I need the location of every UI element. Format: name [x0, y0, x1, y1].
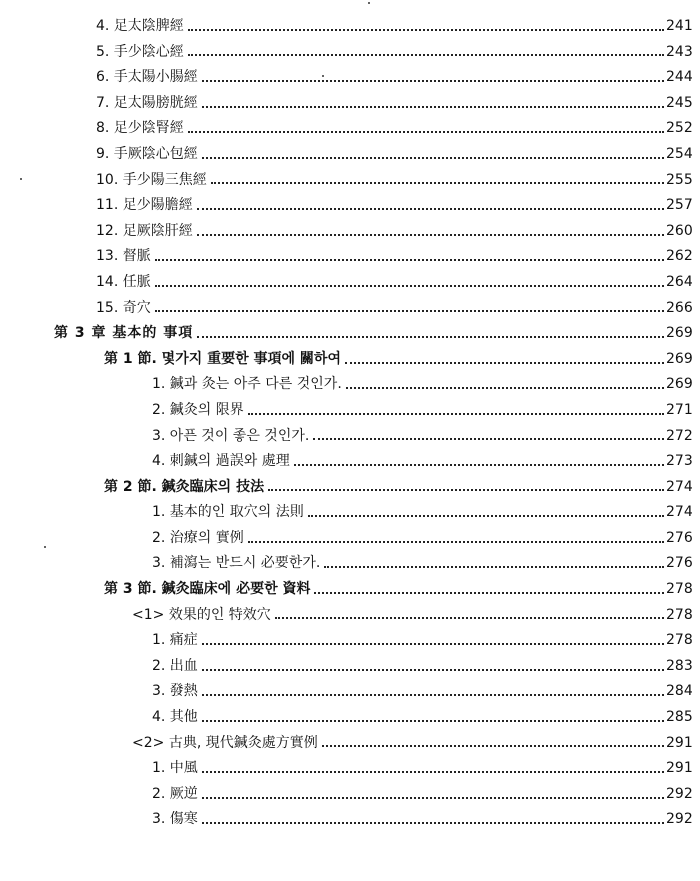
toc-page-number: 273	[666, 453, 693, 470]
toc-entry-title: 13. 督脈	[96, 248, 151, 265]
toc-entry	[0, 219, 700, 245]
toc-entry	[0, 168, 700, 194]
toc-entry-title: 2. 治療의 實例	[152, 529, 244, 546]
toc-entry-title: 1. 中風	[152, 760, 198, 777]
toc-entry-title: 2. 鍼灸의 限界	[152, 401, 244, 418]
dot-leader	[155, 285, 664, 287]
toc-section-entry	[0, 475, 700, 501]
toc-page-number: 274	[666, 504, 693, 521]
toc-page-number: 283	[666, 657, 693, 674]
toc-entry-title: 14. 任脈	[96, 273, 151, 290]
toc-page-number: 269	[666, 325, 693, 342]
toc-page-number: 274	[666, 478, 693, 495]
toc-entry	[0, 193, 700, 219]
toc-entry-title: 2. 出血	[152, 657, 198, 674]
toc-entry-title: 2. 厥逆	[152, 785, 198, 802]
toc-entry	[0, 782, 700, 808]
toc-page-number: 254	[666, 145, 693, 162]
toc-entry-title: 3. 傷寒	[152, 811, 198, 828]
table-of-contents	[0, 14, 700, 833]
dot-leader	[345, 362, 664, 364]
toc-entry	[0, 398, 700, 424]
toc-page-number: 260	[666, 222, 693, 239]
toc-page-number: 245	[666, 94, 693, 111]
toc-entry-title: 8. 足少陰腎經	[96, 120, 184, 137]
toc-entry	[0, 372, 700, 398]
toc-chapter-entry	[0, 321, 700, 347]
dot-leader	[275, 617, 664, 619]
dot-leader	[202, 157, 664, 159]
toc-entry	[0, 116, 700, 142]
toc-page-number: 276	[666, 529, 693, 546]
toc-entry	[0, 731, 700, 757]
toc-page-number: 284	[666, 683, 693, 700]
toc-entry	[0, 628, 700, 654]
dot-leader	[211, 182, 664, 184]
toc-entry	[0, 603, 700, 629]
dot-leader	[248, 541, 664, 543]
toc-page-number: 269	[666, 376, 693, 393]
toc-entry-title: 10. 手少陽三焦經	[96, 171, 207, 188]
dot-leader	[202, 80, 664, 82]
toc-entry	[0, 14, 700, 40]
toc-entry-title: 3. 發熱	[152, 683, 198, 700]
toc-entry-title: 7. 足太陽膀胱經	[96, 94, 198, 111]
toc-entry	[0, 244, 700, 270]
toc-page-number: 266	[666, 299, 693, 316]
toc-entry	[0, 551, 700, 577]
dot-leader	[197, 208, 664, 210]
dot-leader	[313, 438, 664, 440]
toc-entry-title: 第 2 節. 鍼灸臨床의 技法	[104, 478, 265, 495]
toc-page-number: 241	[666, 18, 693, 34]
toc-page-number: 291	[666, 734, 693, 751]
toc-entry-title: 12. 足厥陰肝經	[96, 222, 193, 239]
toc-page-number: 285	[666, 709, 693, 726]
toc-entry-title: 5. 手少陰心經	[96, 43, 184, 60]
toc-page-number: 278	[666, 606, 693, 623]
toc-page-number: 269	[666, 350, 693, 367]
dot-leader	[188, 131, 664, 133]
toc-entry-title: 1. 基本的인 取穴의 法則	[152, 504, 304, 521]
dot-leader	[324, 566, 664, 568]
toc-page-number: 252	[666, 120, 693, 137]
dot-leader	[308, 515, 664, 517]
dot-leader	[268, 489, 664, 491]
toc-entry-title: 3. 아픈 것이 좋은 것인가.	[152, 427, 310, 444]
dot-leader	[188, 54, 664, 56]
toc-entry-title: 3. 補瀉는 반드시 必要한가.	[152, 555, 321, 572]
dot-leader	[202, 720, 664, 722]
toc-entry-title: <2> 古典, 現代鍼灸處方實例	[132, 734, 318, 751]
toc-entry-title: 4. 足太陰脾經	[96, 18, 184, 34]
toc-entry	[0, 142, 700, 168]
toc-page-number: 292	[666, 785, 693, 802]
toc-section-entry	[0, 577, 700, 603]
toc-entry-title: 1. 鍼과 灸는 아주 다른 것인가.	[152, 376, 342, 393]
toc-page-number: 244	[666, 69, 693, 86]
toc-entry	[0, 526, 700, 552]
toc-entry-title: 6. 手太陽小腸經	[96, 69, 198, 86]
toc-entry	[0, 807, 700, 833]
toc-entry	[0, 270, 700, 296]
toc-entry-title: 4. 刺鍼의 過誤와 處理	[152, 453, 290, 470]
toc-entry	[0, 500, 700, 526]
toc-page-number: 292	[666, 811, 693, 828]
toc-entry	[0, 40, 700, 66]
toc-page-number: 272	[666, 427, 693, 444]
toc-entry	[0, 424, 700, 450]
dot-leader	[346, 387, 664, 389]
dot-leader	[155, 259, 664, 261]
dot-leader	[294, 464, 664, 466]
dot-leader	[197, 234, 664, 236]
toc-entry	[0, 296, 700, 322]
toc-entry	[0, 65, 700, 91]
scan-speck	[368, 2, 370, 4]
toc-entry	[0, 449, 700, 475]
toc-entry-title: 1. 痛症	[152, 632, 198, 649]
toc-entry-title: 11. 足少陽膽經	[96, 197, 193, 214]
dot-leader	[202, 797, 664, 799]
dot-leader	[248, 413, 664, 415]
dot-leader	[188, 29, 664, 31]
dot-leader	[155, 310, 664, 312]
toc-entry-title: 15. 奇穴	[96, 299, 151, 316]
toc-section-entry	[0, 347, 700, 373]
dot-leader	[202, 822, 664, 824]
dot-leader	[202, 694, 664, 696]
dot-leader	[314, 592, 664, 594]
toc-entry	[0, 756, 700, 782]
toc-page-number: 291	[666, 760, 693, 777]
toc-page-number: 276	[666, 555, 693, 572]
toc-entry-title: 第 3 章 基本的 事項	[54, 325, 194, 342]
dot-leader	[322, 745, 664, 747]
toc-entry-title: 第 1 節. 몇가지 重要한 事項에 關하여	[104, 350, 341, 367]
toc-entry-title: 9. 手厥陰心包經	[96, 145, 198, 162]
dot-leader	[202, 643, 664, 645]
toc-page-number: 255	[666, 171, 693, 188]
dot-leader	[202, 106, 664, 108]
toc-page-number: 243	[666, 43, 693, 60]
toc-page-number: 262	[666, 248, 693, 265]
toc-entry-title: 第 3 節. 鍼灸臨床에 必要한 資料	[104, 581, 311, 598]
toc-entry	[0, 705, 700, 731]
toc-page-number: 257	[666, 197, 693, 214]
toc-entry	[0, 91, 700, 117]
toc-page-number: 271	[666, 401, 693, 418]
toc-page-number: 264	[666, 273, 693, 290]
dot-leader	[197, 336, 664, 338]
toc-page-number: 278	[666, 581, 693, 598]
toc-page-number: 278	[666, 632, 693, 649]
dot-leader	[202, 669, 664, 671]
toc-entry-title: 4. 其他	[152, 709, 198, 726]
toc-entry-title: <1> 效果的인 特效穴	[132, 606, 271, 623]
dot-leader	[202, 771, 664, 773]
toc-entry	[0, 679, 700, 705]
toc-entry	[0, 654, 700, 680]
